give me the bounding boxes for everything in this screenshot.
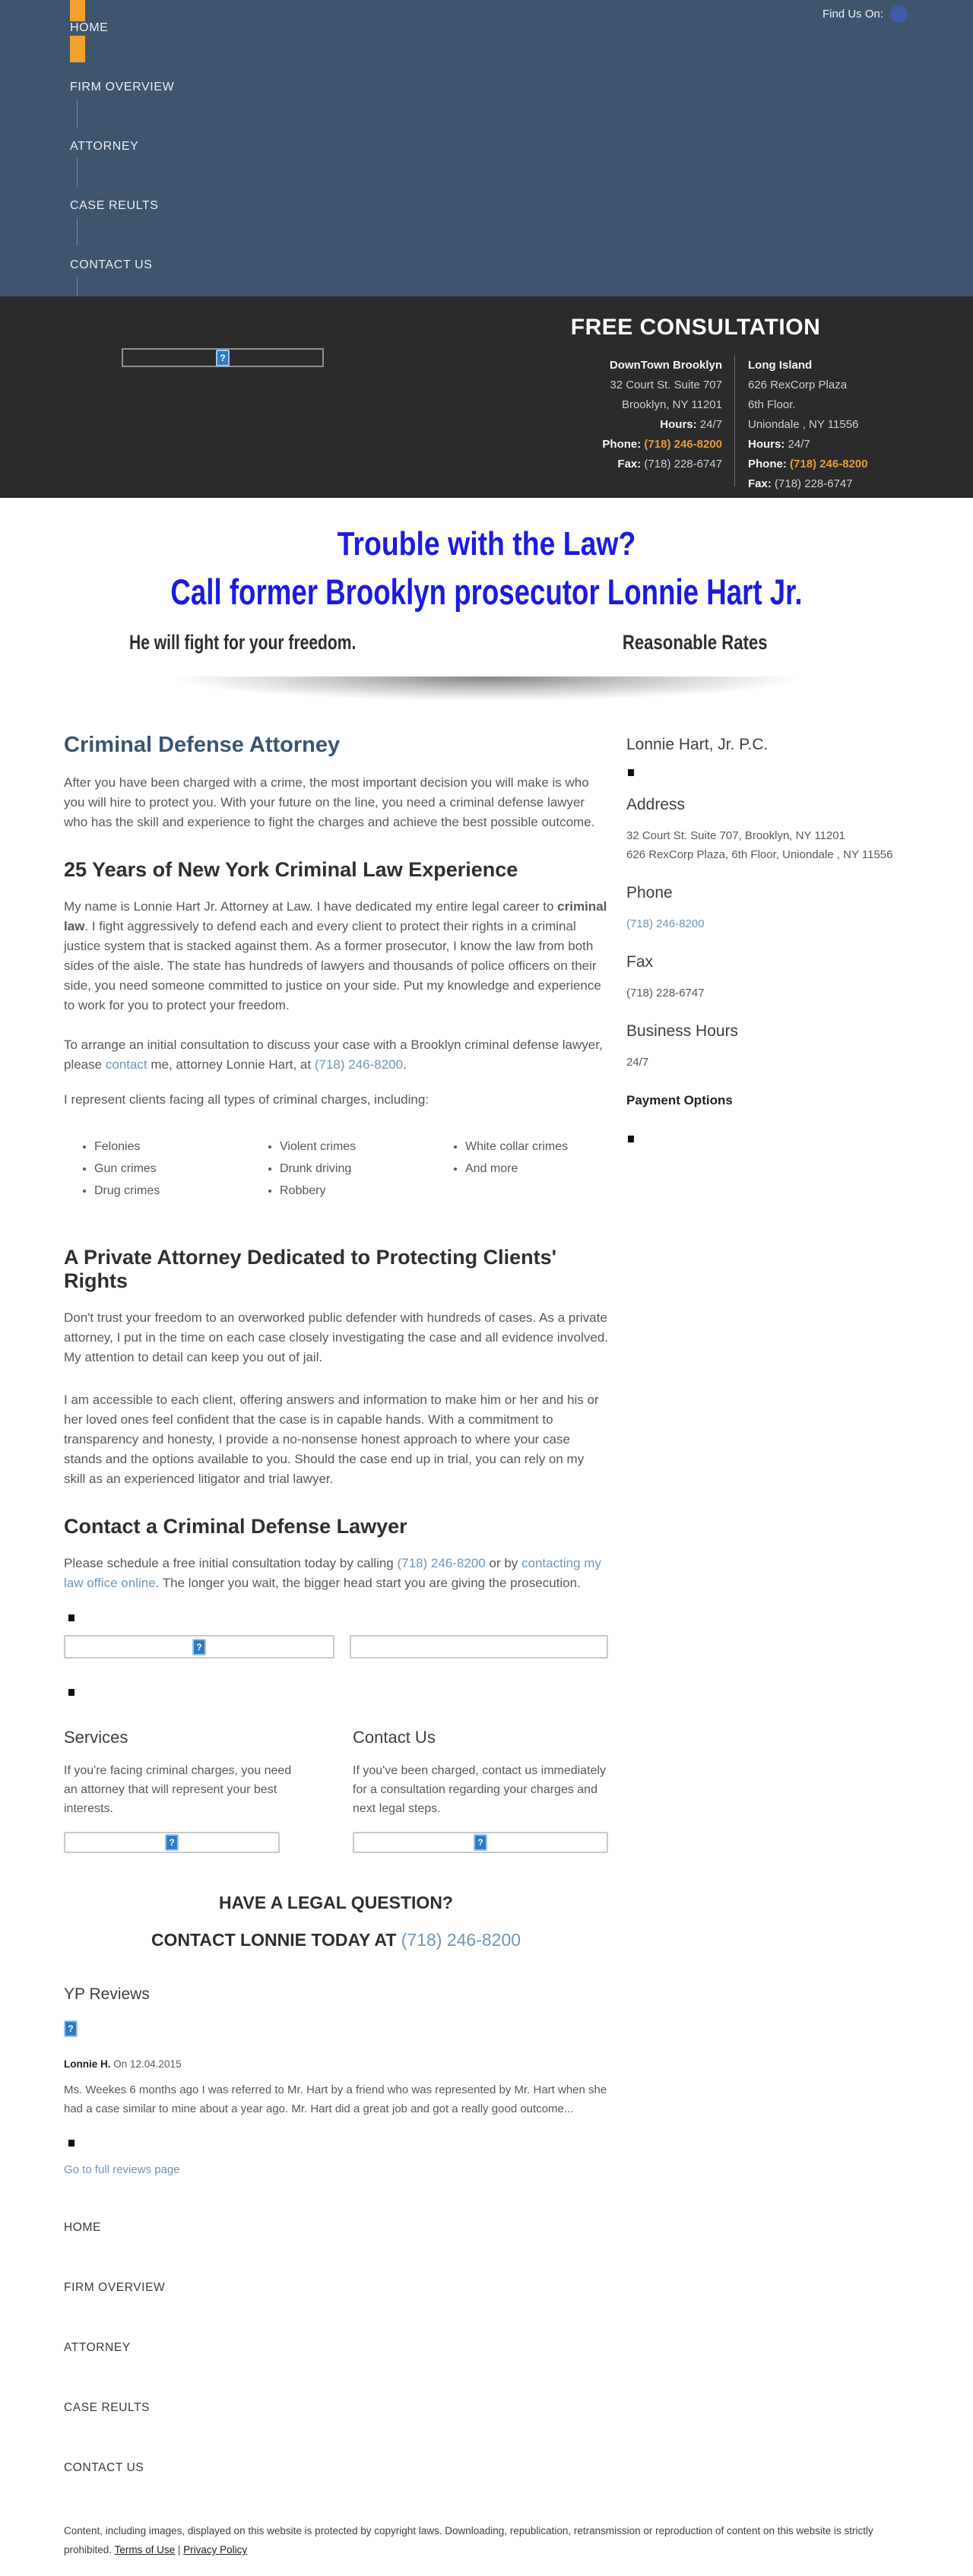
privacy-policy-link[interactable]: Privacy Policy <box>183 2544 248 2555</box>
private-attorney-paragraph-1: Don't trust your freedom to an overworked public defender with hundreds of cases. As a private attorney, I put in the time on each case closely investigating the case and all evidence involved. My attention to detail can keep you out of jail. <box>64 1310 609 1364</box>
review-date: On 12.04.2015 <box>110 2058 182 2070</box>
footer-nav-case-results[interactable]: CASE REULTS <box>64 2401 151 2414</box>
contact-online-link[interactable]: contacting my law office online <box>64 1556 601 1590</box>
services-text: If you're facing criminal charges, you need an attorney that will represent your best interests. <box>64 1764 292 1815</box>
services-contact-row <box>64 1728 608 1853</box>
social-bar <box>822 5 908 23</box>
broken-image-placeholder <box>64 1635 334 1659</box>
office-phone: Phone: (718) 246-8200 <box>748 458 868 471</box>
sidebar <box>626 714 909 2177</box>
office-name: Long Island <box>748 359 813 372</box>
broken-image-placeholder <box>64 1832 280 1853</box>
criminal-law-bold: criminal law <box>64 899 607 933</box>
main-navigation <box>0 0 973 296</box>
review-broken-image <box>64 2020 608 2037</box>
fax-number: (718) 228-6747 <box>626 987 705 1000</box>
hero-sub-left: He will fight for your freedom. <box>129 631 357 654</box>
list-item: • Violent crimes <box>280 1140 435 1154</box>
private-attorney-paragraph-2: I am accessible to each client, offering answers and information to make him or her and his or her loved ones feel confident that the case is in capable hands. With a commitment to transparency and honesty, I provide a no-nonsense honest approach to where your case stands and the options available to you. Should the case end up in trial, you can rely on my skill as an experienced litigator and trial lawyer. <box>64 1393 599 1486</box>
list-item: • Drug crimes <box>94 1184 249 1198</box>
office-address-line: 6th Floor. <box>748 398 796 411</box>
address-line-1: 32 Court St. Suite 707, Brooklyn, NY 11201 <box>626 829 845 842</box>
payment-options-heading: Payment Options <box>626 1093 733 1107</box>
footer-nav-firm-overview[interactable]: FIRM OVERVIEW <box>64 2281 166 2294</box>
reviewer-line <box>64 2058 608 2070</box>
services-block <box>64 1728 292 1853</box>
active-nav-marker-top <box>70 0 85 21</box>
charges-list-3 <box>435 1140 608 1206</box>
address-heading: Address <box>626 796 686 813</box>
contact-lawyer-heading: Contact a Criminal Defense Lawyer <box>64 1515 407 1538</box>
list-item: • Drunk driving <box>280 1162 435 1176</box>
nav-separator <box>77 217 78 246</box>
consultation-paragraph: To arrange an initial consultation to discuss your case with a Brooklyn criminal defense lawyer, please contact me, attorney Lonnie Hart, at (718) 246-8200. <box>64 1038 603 1072</box>
business-hours-heading: Business Hours <box>626 1022 739 1040</box>
square-bullet <box>68 1689 74 1696</box>
broken-image-icon: ? <box>474 1834 487 1851</box>
nav-separator <box>77 99 78 128</box>
office-address-line: Uniondale , NY 11556 <box>748 418 859 431</box>
free-consultation-title: FREE CONSULTATION <box>570 315 821 340</box>
office-name: DownTown Brooklyn <box>609 359 722 372</box>
phone-link[interactable]: (718) 246-8200 <box>644 438 722 451</box>
office-address-line: Brooklyn, NY 11201 <box>621 398 722 411</box>
active-nav-marker-bottom <box>70 36 85 62</box>
phone-link[interactable]: (718) 246-8200 <box>314 1057 404 1072</box>
phone-heading: Phone <box>626 884 673 901</box>
experience-paragraph: My name is Lonnie Hart Jr. Attorney at Law. I have dedicated my entire legal career to criminal law. I fight aggressively to defend each and every client to protect their rights in a criminal justice system that is stacked against them. As a former prosecutor, I know the law from both sides of the aisle. The state has hundreds of lawyers and thousands of police officers on their side, you need someone committed to justice on your side. Put my knowledge and experience to work for you to protect your freedom. <box>64 899 607 1012</box>
nav-item-contact-us[interactable]: CONTACT US <box>70 258 153 271</box>
hero-sub-right: Reasonable Rates <box>623 631 768 654</box>
experience-heading: 25 Years of New York Criminal Law Experience <box>64 858 518 881</box>
phone-link[interactable]: (718) 246-8200 <box>401 1930 521 1950</box>
shadow-divider <box>50 676 923 708</box>
office-address-line: 32 Court St. Suite 707 <box>610 379 722 391</box>
find-us-label: Find Us On: <box>822 8 883 21</box>
contact-us-block <box>353 1728 608 1853</box>
phone-link[interactable]: (718) 246-8200 <box>397 1556 486 1570</box>
review-text: Ms. Weekes 6 months ago I was referred to Mr. Hart by a friend who was represented by Mr. Hart when she had a case similar to mine about a year ago. Mr. Hart did a great job and got a really good outcome... <box>64 2083 607 2115</box>
broken-image-placeholder <box>353 1832 608 1853</box>
link-separator: | <box>175 2544 184 2555</box>
hero-headline-1: Trouble with the Law? <box>337 525 636 562</box>
nav-separator <box>77 158 78 187</box>
reviews-section <box>64 1985 608 2177</box>
office-info <box>486 356 923 494</box>
fax-heading: Fax <box>626 953 654 971</box>
footer-nav-home[interactable]: HOME <box>64 2221 101 2234</box>
list-item: • White collar crimes <box>465 1140 608 1154</box>
office-address-line: 626 RexCorp Plaza <box>748 379 848 391</box>
list-item: • Gun crimes <box>94 1162 249 1176</box>
office-divider <box>734 356 735 486</box>
broken-image-icon: ? <box>192 1639 206 1656</box>
contact-link[interactable]: contact <box>105 1057 147 1072</box>
broken-image-icon: ? <box>64 2020 78 2037</box>
legal-question-banner <box>64 1893 608 1950</box>
contact-lawyer-paragraph: Please schedule a free initial consultation today by calling (718) 246-8200 or by contacting my law office online. The longer you wait, the bigger head start you are giving the prosecution. <box>64 1556 601 1590</box>
office-fax: Fax: (718) 228-6747 <box>617 458 722 471</box>
phone-link[interactable]: (718) 246-8200 <box>626 917 705 930</box>
business-hours-value: 24/7 <box>626 1056 649 1069</box>
reviews-heading: YP Reviews <box>64 1985 150 2003</box>
charges-lists <box>64 1140 608 1206</box>
consultation-band <box>0 296 973 498</box>
office-brooklyn <box>486 356 722 494</box>
firm-name: Lonnie Hart, Jr. P.C. <box>626 736 769 753</box>
private-attorney-heading: A Private Attorney Dedicated to Protecting Clients' Rights <box>64 1246 557 1292</box>
broken-image-icon: ? <box>216 350 230 366</box>
hero-section <box>0 498 973 714</box>
office-hours: Hours: 24/7 <box>748 438 810 451</box>
firm-logo-broken-image <box>122 348 324 367</box>
broken-image-placeholder <box>350 1635 608 1659</box>
list-item: • Felonies <box>94 1140 249 1154</box>
broken-image-row <box>64 1635 608 1659</box>
list-item: • Robbery <box>280 1184 435 1198</box>
square-bullet <box>68 2140 74 2147</box>
services-heading: Services <box>64 1728 128 1747</box>
main-column <box>64 714 608 2177</box>
charges-intro: I represent clients facing all types of criminal charges, including: <box>64 1092 429 1107</box>
nav-item-attorney[interactable]: ATTORNEY <box>70 140 139 153</box>
hero-headline-2: Call former Brooklyn prosecutor Lonnie Hart Jr. <box>170 572 803 612</box>
reviewer-name: Lonnie H. <box>64 2058 111 2070</box>
terms-of-use-link[interactable]: Terms of Use <box>114 2544 176 2555</box>
page-title: Criminal Defense Attorney <box>64 733 341 757</box>
footer-nav-attorney[interactable]: ATTORNEY <box>64 2341 131 2354</box>
footer-nav-contact-us[interactable]: CONTACT US <box>64 2461 144 2474</box>
office-long-island <box>748 356 923 494</box>
phone-link[interactable]: (718) 246-8200 <box>790 458 868 471</box>
square-bullet <box>628 1136 634 1142</box>
banner-question: HAVE A LEGAL QUESTION? <box>219 1893 453 1912</box>
office-fax: Fax: (718) 228-6747 <box>748 477 853 490</box>
square-bullet <box>628 769 634 776</box>
intro-paragraph: After you have been charged with a crime, the most important decision you will make is who you will hire to protect you. With your future on the line, you need a criminal defense lawyer who has the skill and experience to fight the charges and achieve the best possible outcome. <box>64 775 595 829</box>
charges-list-1 <box>64 1140 249 1206</box>
copyright-notice: Content, including images, displayed on this website is protected by copyright laws. Downloading, republication, retransmission or reproduction of content on this website is strictly prohibited. Terms of Use | Privacy Policy <box>64 2525 873 2555</box>
broken-image-icon: ? <box>165 1834 179 1851</box>
content-area <box>0 714 973 2177</box>
hero-subheadings <box>0 631 973 654</box>
nav-separator <box>77 277 78 296</box>
charges-list-2 <box>249 1140 435 1206</box>
full-reviews-link[interactable]: Go to full reviews page <box>64 2163 180 2176</box>
contact-us-heading: Contact Us <box>353 1728 436 1747</box>
address-line-2: 626 RexCorp Plaza, 6th Floor, Uniondale , NY 11556 <box>626 848 893 861</box>
contact-us-text: If you've been charged, contact us immediately for a consultation regarding your charges and next legal steps. <box>353 1764 607 1815</box>
banner-cta: CONTACT LONNIE TODAY AT (718) 246-8200 <box>151 1930 521 1950</box>
list-item: • And more <box>465 1162 608 1176</box>
office-hours: Hours: 24/7 <box>660 418 722 431</box>
nav-item-case-results[interactable]: CASE REULTS <box>70 199 159 212</box>
nav-item-home[interactable]: HOME <box>70 21 109 34</box>
footer <box>0 2221 973 2576</box>
office-phone: Phone: (718) 246-8200 <box>602 438 722 451</box>
square-bullet <box>68 1614 74 1621</box>
facebook-icon[interactable] <box>890 5 908 23</box>
nav-item-firm-overview[interactable]: FIRM OVERVIEW <box>70 81 175 93</box>
